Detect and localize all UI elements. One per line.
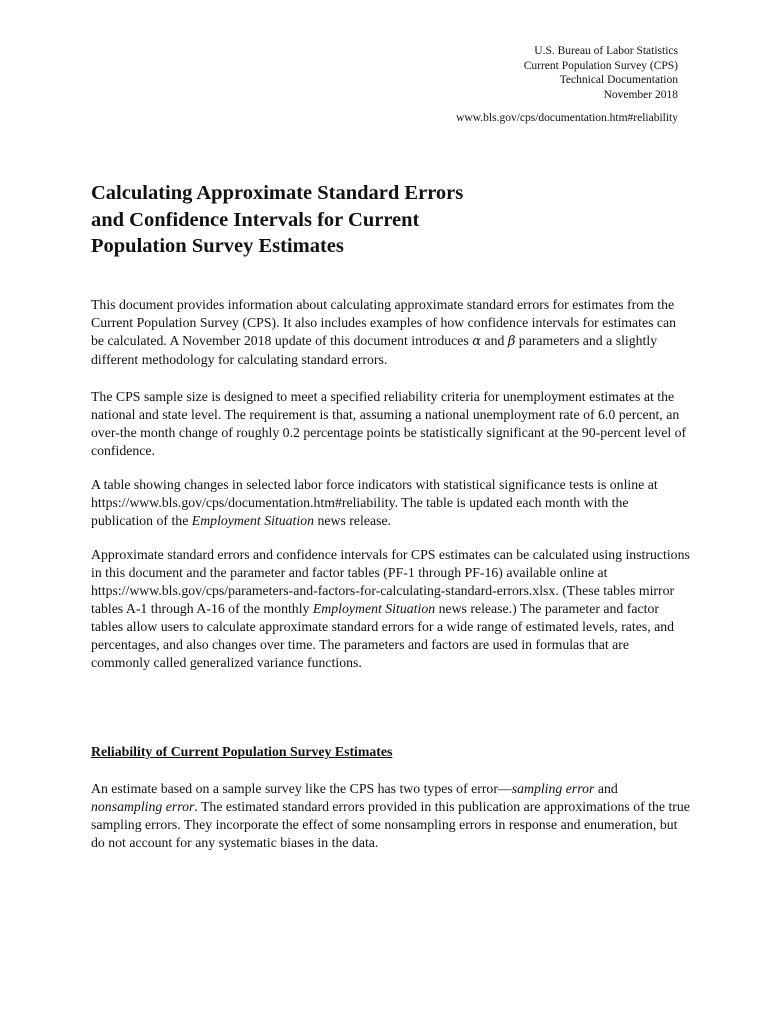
- intro-p3-text-b: news release.: [314, 513, 392, 528]
- reliability-text-a: An estimate based on a sample survey like the CPS has two types of error—: [91, 781, 512, 796]
- header-survey: Current Population Survey (CPS): [523, 59, 678, 72]
- intro-p1-text-c: parameters and a slightly different methodology for calculating standard errors.: [91, 333, 658, 367]
- intro-paragraph-4: [91, 546, 691, 672]
- title-line-2: and Confidence Intervals for Current: [91, 208, 420, 231]
- employment-situation-title: Employment Situation: [312, 601, 436, 616]
- beta-symbol: β: [507, 334, 516, 349]
- intro-paragraph-2: The CPS sample size is designed to meet a specified reliability criteria for unemployment estimates at the national and state level. The requirement is that, assuming a national unemployment rate of 6.0 percent, an over-the month change of roughly 0.2 percentage points be statistically significant at the 90-percent level of confidence.: [91, 389, 687, 458]
- intro-p4-text-a: Approximate standard errors and confidence intervals for CPS estimates can be calculated using instructions in this document and the parameter and factor tables (PF-1 through PF-16) available online at https://www.bls.gov/cps/parameters-and-factors-for-calculating-standard-errors.xlsx. (These tables mirror tables A-1 through A-16 of the monthly: [91, 547, 690, 616]
- alpha-symbol: α: [472, 334, 482, 349]
- reliability-text-b: and: [594, 781, 618, 796]
- employment-situation-title: Employment Situation: [191, 513, 315, 528]
- reliability-section-heading: Reliability of Current Population Survey Estimates: [91, 744, 393, 759]
- intro-p1-text-a: This document provides information about calculating approximate standard errors for estimates from the Current Population Survey (CPS). It also includes examples of how confidence intervals for estimates can be calculated. A November 2018 update of this document introduces: [91, 297, 677, 348]
- intro-paragraph-3: [91, 476, 691, 530]
- document-title: [91, 180, 651, 260]
- reliability-paragraph: [91, 780, 691, 852]
- title-line-3: Population Survey Estimates: [91, 235, 344, 257]
- reliability-text-c: . The estimated standard errors provided in this publication are approximations of the true sampling errors. They incorporate the effect of some nonsampling errors in response and enumeration, but do not account for any systematic biases in the data.: [91, 799, 690, 850]
- header-date: November 2018: [603, 88, 678, 101]
- title-line-1: Calculating Approximate Standard Errors: [91, 182, 464, 204]
- intro-p1-text-b: and: [481, 333, 508, 348]
- intro-paragraph-1: [91, 296, 691, 369]
- intro-p3-text-a: A table showing changes in selected labor force indicators with statistical significance tests is online at https://www.bls.gov/cps/documentation.htm#reliability. The table is updated each month with the publication of the: [91, 477, 658, 528]
- header-doc-type: Technical Documentation: [559, 74, 678, 87]
- nonsampling-error-term: nonsampling error: [91, 799, 195, 814]
- document-header: [456, 44, 678, 126]
- header-agency: U.S. Bureau of Labor Statistics: [534, 45, 678, 57]
- intro-p4-text-b: news release.) The parameter and factor tables allow users to calculate approximate standard errors for a wide range of estimated levels, rates, and percentages, and also changes over time. The parameters and factors are used in formulas that are commonly called generalized variance functions.: [91, 601, 675, 670]
- header-url-link[interactable]: www.bls.gov/cps/documentation.htm#reliability: [456, 112, 678, 125]
- sampling-error-term: sampling error: [511, 781, 595, 796]
